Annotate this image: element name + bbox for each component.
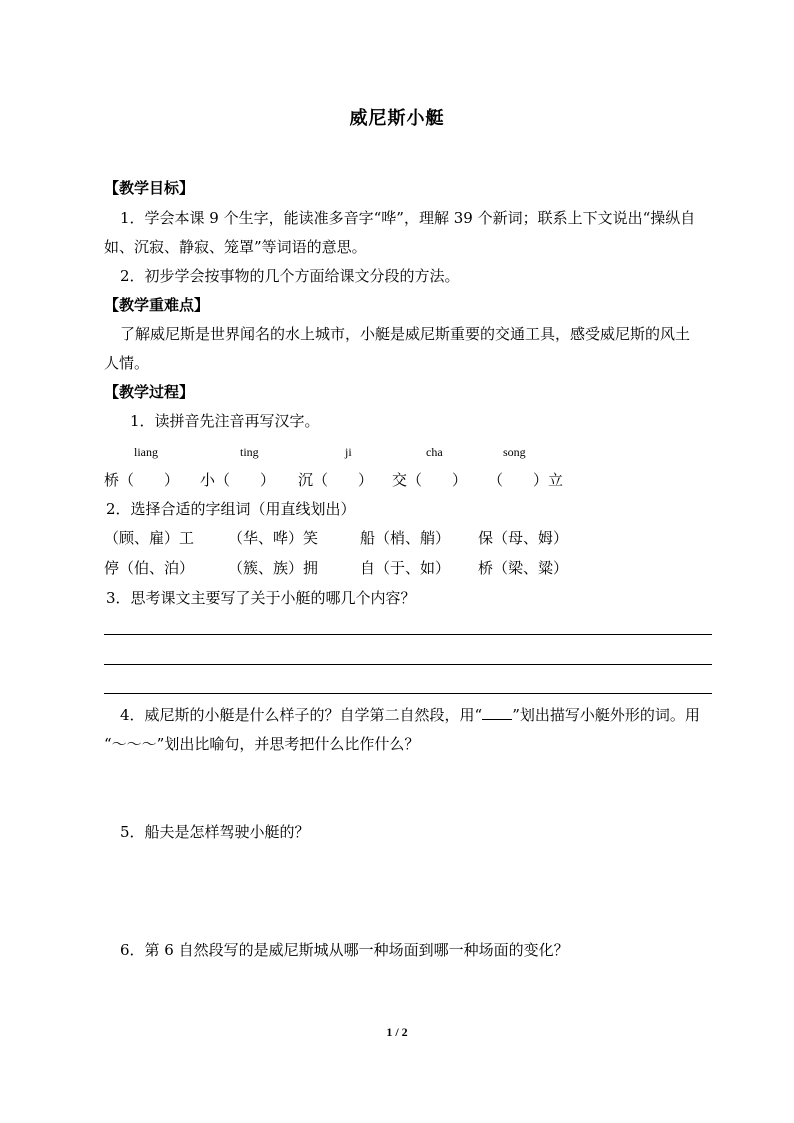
question-1: 1．读拼音先注音再写汉字。 <box>130 412 320 430</box>
key-header: 【教学重难点】 <box>104 296 210 314</box>
answer-blank-4[interactable]: 交（ ） <box>392 471 468 489</box>
answer-line-2[interactable] <box>104 664 712 665</box>
answer-line-1[interactable] <box>104 634 712 635</box>
pinyin-3: ji <box>345 445 352 459</box>
answer-blank-5[interactable]: （ ）立 <box>488 471 564 489</box>
question-2: 2．选择合适的字组词（用直线划出） <box>106 500 356 518</box>
question-5: 5．船夫是怎样驾驶小艇的？ <box>120 823 310 841</box>
answer-blank-2[interactable]: 小（ ） <box>200 471 276 489</box>
answer-line-3[interactable] <box>104 693 712 694</box>
page-title: 威尼斯小艇 <box>349 108 445 129</box>
underline-symbol <box>482 705 512 720</box>
goal-2: 2．初步学会按事物的几个方面给课文分段的方法。 <box>120 267 460 285</box>
key-line2: 人情。 <box>104 354 150 372</box>
question-6: 6．第 6 自然段写的是威尼斯城从哪一种场面到哪一种场面的变化？ <box>120 941 569 959</box>
question-4-line2: “～～～”划出比喻句，并思考把什么比作什么？ <box>104 735 420 753</box>
q4-text-a: 4．威尼斯的小艇是什么样子的？自学第二自然段，用“ <box>120 706 483 724</box>
question-3: 3．思考课文主要写了关于小艇的哪几个内容？ <box>106 589 416 607</box>
key-line1: 了解威尼斯是世界闻名的水上城市，小艇是威尼斯重要的交通工具，感受威尼斯的风土 <box>120 325 691 343</box>
q2-row2-item1[interactable]: 停（伯、泊） <box>104 559 195 577</box>
q2-row2-item2[interactable]: （簇、族）拥 <box>228 559 319 577</box>
goals-header: 【教学目标】 <box>104 179 195 197</box>
q2-row1-item2[interactable]: （华、哗）笑 <box>228 529 319 547</box>
q2-row2-item3[interactable]: 自（于、如） <box>360 559 451 577</box>
goal-1-line2: 如、沉寂、静寂、笼罩”等词语的意思。 <box>104 238 367 256</box>
pinyin-1: liang <box>134 445 158 459</box>
q2-row1-item3[interactable]: 船（梢、艄） <box>360 529 451 547</box>
process-header: 【教学过程】 <box>104 383 195 401</box>
pinyin-2: ting <box>240 445 259 459</box>
q2-row2-item4[interactable]: 桥（梁、粱） <box>478 559 569 577</box>
pinyin-5: song <box>503 445 526 459</box>
goal-1-line1: 1．学会本课 9 个生字，能读准多音字“哗”，理解 39 个新词；联系上下文说出“操纵自 <box>120 209 696 227</box>
q2-row1-item1[interactable]: （顾、雇）工 <box>104 529 195 547</box>
pinyin-4: cha <box>426 445 443 459</box>
answer-blank-3[interactable]: 沉（ ） <box>298 471 374 489</box>
answer-blank-1[interactable]: 桥（ ） <box>104 471 180 489</box>
q2-row1-item4[interactable]: 保（母、姆） <box>478 529 569 547</box>
question-4-line1 <box>120 705 700 725</box>
q4-text-b: ”划出描写小艇外形的词。用 <box>512 706 700 724</box>
page-number: 1 / 2 <box>386 1025 408 1039</box>
